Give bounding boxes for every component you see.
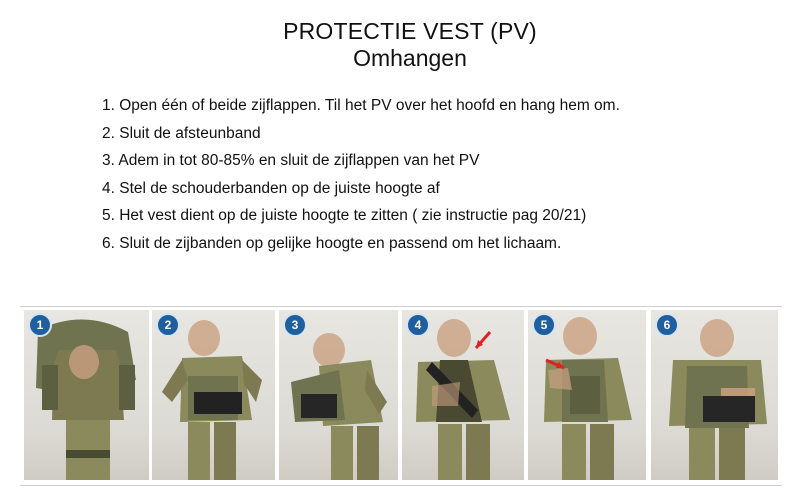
- photo-step-6: [651, 310, 778, 480]
- step-number-badge: 4: [406, 313, 430, 337]
- photo-step-4: [402, 310, 524, 480]
- title-block: [0, 18, 800, 72]
- step-number-badge: 5: [532, 313, 556, 337]
- instruction-list: [102, 92, 620, 257]
- photo-step-5: [528, 310, 646, 480]
- step-number-badge: 1: [28, 313, 52, 337]
- step-number-badge: 2: [156, 313, 180, 337]
- step-item: 2. Sluit de afsteunband: [102, 124, 261, 142]
- step-number-badge: 3: [283, 313, 307, 337]
- step-item: 4. Stel de schouderbanden op de juiste hoogte af: [102, 179, 440, 197]
- page-subtitle: Omhangen: [353, 45, 467, 71]
- page-title: PROTECTIE VEST (PV): [283, 18, 537, 44]
- step-item: 5. Het vest dient op de juiste hoogte te zitten ( zie instructie pag 20/21): [102, 207, 587, 224]
- step-item: 1. Open één of beide zijflappen. Til het PV over het hoofd en hang hem om.: [102, 97, 620, 114]
- photo-step-1: [24, 310, 149, 480]
- step-item: 3. Adem in tot 80-85% en sluit de zijflappen van het PV: [102, 152, 480, 169]
- photo-step-2: [152, 310, 275, 480]
- photo-step-3: [279, 310, 398, 480]
- step-number-badge: 6: [655, 313, 679, 337]
- step-item: 6. Sluit de zijbanden op gelijke hoogte en passend om het lichaam.: [102, 234, 562, 252]
